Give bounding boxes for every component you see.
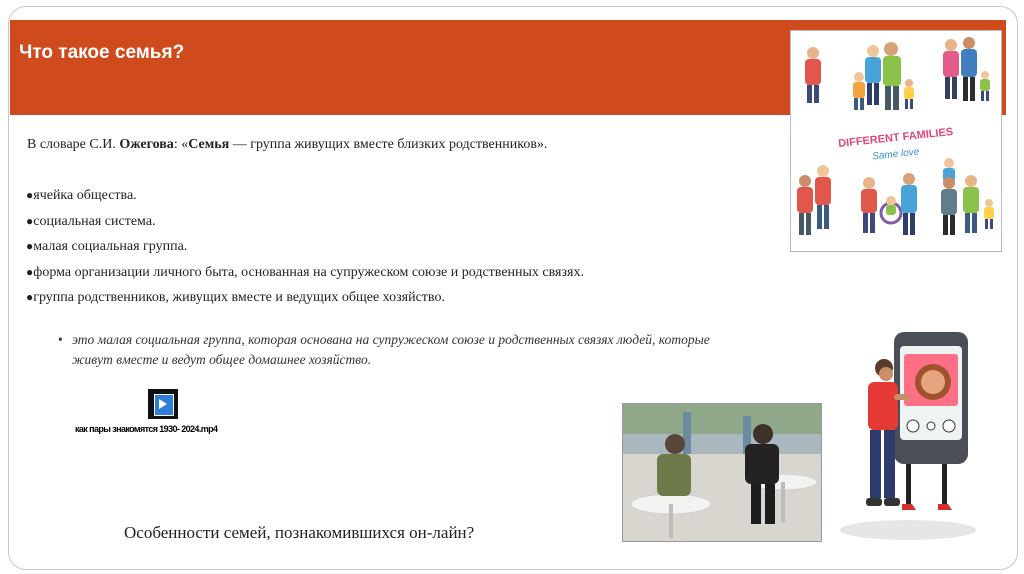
poster-line1: DIFFERENT FAMILIES <box>837 126 954 151</box>
bullet-item <box>26 183 584 209</box>
bullet-text: группа родственников, живущих вместе и ведущих общее хозяйство. <box>33 290 445 305</box>
bullet-text: форма организации личного быта, основанная на супружеском союзе и родственных связях. <box>33 264 584 280</box>
bullet-item <box>26 234 584 260</box>
bullet-text: малая социальная группа. <box>33 239 188 254</box>
play-icon <box>159 399 167 409</box>
bullet-text: социальная система. <box>33 213 156 229</box>
family-figure-group <box>797 158 994 235</box>
bullet-dot-icon: ● <box>26 188 34 202</box>
family-figure-group <box>805 37 990 110</box>
definition-term: Семья <box>188 137 230 152</box>
poster-line2: Same love <box>871 146 920 163</box>
bullet-item <box>26 209 584 235</box>
cafe-photo-illustration <box>623 404 821 541</box>
bullet-list <box>26 183 584 311</box>
definition-colon: : « <box>173 137 189 152</box>
bullet-item <box>26 260 584 286</box>
bullet-text: ячейка общества. <box>33 188 137 203</box>
bullet-dot-icon: ● <box>26 239 34 253</box>
families-poster-image <box>790 30 1002 252</box>
bullet-item <box>26 285 584 311</box>
bottom-question: Особенности семей, познакомившихся он-лайн? <box>124 523 475 542</box>
video-file-label[interactable]: как пары знакомятся 1930- 2024.mp4 <box>75 424 218 434</box>
bullet-dot-icon: ● <box>26 290 34 304</box>
bullet-dot-icon: ● <box>26 213 34 228</box>
definition-text <box>27 137 547 153</box>
cafe-couple-photo <box>622 403 822 542</box>
definition-rest: — группа живущих вместе близких родственников». <box>229 137 548 152</box>
bullet-dot-icon: • <box>58 332 63 347</box>
definition-prefix: В словаре С.И. <box>27 137 120 152</box>
slide-title: Что такое семья? <box>19 42 185 63</box>
video-file-icon[interactable] <box>148 389 178 419</box>
bullet-dot-icon: ● <box>26 264 34 279</box>
dating-app-drawing <box>838 328 988 543</box>
families-illustration <box>791 31 1001 251</box>
quote-text: это малая социальная группа, которая основана на супружеском союзе и родственных связях людей, которые живут вместе и ведут общее домашнее хозяйство. <box>72 332 710 367</box>
definition-author: Ожегова <box>119 137 174 152</box>
dating-app-illustration <box>838 328 988 543</box>
